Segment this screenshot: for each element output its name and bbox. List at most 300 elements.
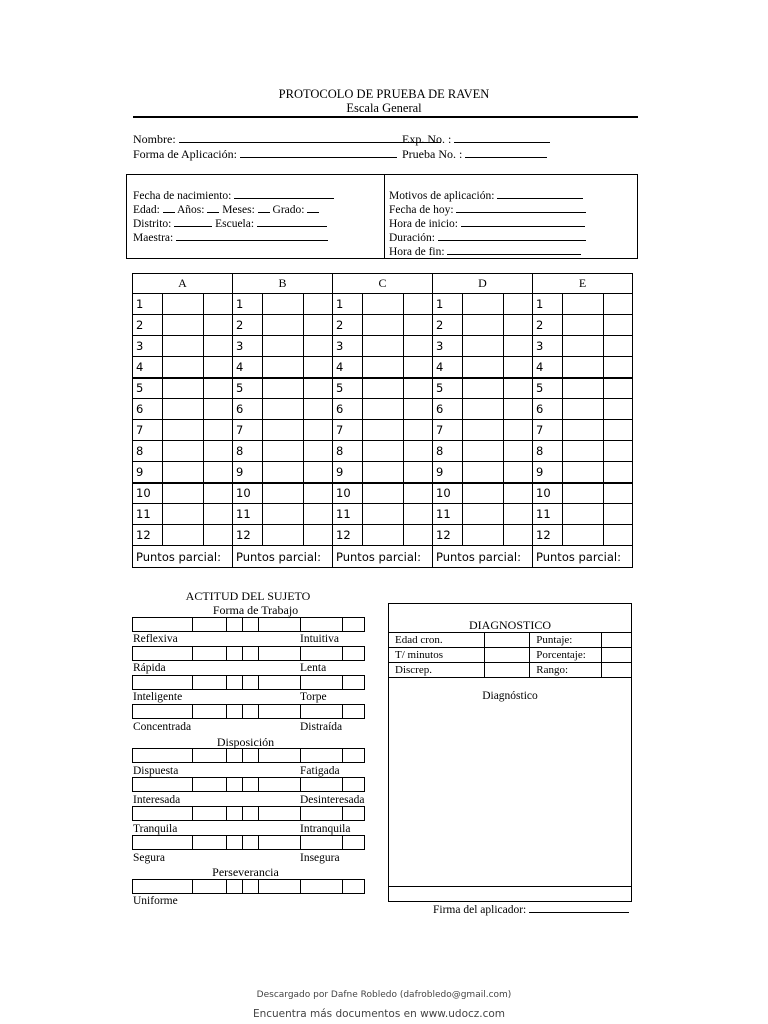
rating-cell[interactable] [227,676,243,690]
rating-cell[interactable] [133,705,193,719]
forma-aplicacion-field[interactable] [133,147,397,162]
score-cell[interactable] [504,294,533,315]
rating-cell[interactable] [133,749,193,763]
score-cell[interactable] [404,399,433,420]
grid-header-c: C [333,274,433,294]
footer-more-docs-link[interactable]: Encuentra más documentos en www.udocz.com [252,1008,506,1020]
item-number: 10 [433,483,463,504]
rating-cell[interactable] [133,647,193,661]
score-cell[interactable] [504,315,533,336]
rating-cell[interactable] [227,705,243,719]
answer-cell[interactable] [363,315,404,336]
score-cell[interactable] [304,378,333,399]
item-number: 12 [133,525,163,546]
item-number: 5 [333,378,363,399]
answer-cell[interactable] [463,420,504,441]
score-cell[interactable] [604,483,633,504]
rating-cell[interactable] [259,778,301,792]
item-number: 4 [133,357,163,378]
answer-cell[interactable] [463,441,504,462]
rating-cell[interactable] [227,618,243,632]
answer-cell[interactable] [563,336,604,357]
answer-cell[interactable] [463,357,504,378]
attitude-title: ACTITUD DEL SUJETO [185,589,311,603]
answer-cell[interactable] [563,357,604,378]
signature-field[interactable] [433,903,629,916]
porcentaje-value[interactable] [602,648,632,663]
grid-row [133,378,633,399]
rating-cell[interactable] [243,618,259,632]
page-title: PROTOCOLO DE PRUEBA DE RAVEN [278,87,490,101]
score-cell[interactable] [504,483,533,504]
answer-cell[interactable] [263,378,304,399]
answer-cell[interactable] [363,462,404,483]
attitude-right-label: Torpe [300,691,327,703]
score-cell[interactable] [304,420,333,441]
item-number: 6 [233,399,263,420]
answer-cell[interactable] [463,336,504,357]
grid-row [133,462,633,483]
rating-cell[interactable] [243,647,259,661]
item-number: 9 [533,462,563,483]
item-number: 2 [433,315,463,336]
item-number: 5 [433,378,463,399]
score-cell[interactable] [604,336,633,357]
item-number: 9 [333,462,363,483]
answer-cell[interactable] [163,420,204,441]
score-cell[interactable] [504,441,533,462]
forma-aplicacion-line [240,148,397,158]
item-number: 1 [433,294,463,315]
rating-cell[interactable] [243,880,259,894]
rating-cell[interactable] [193,705,227,719]
score-cell[interactable] [504,357,533,378]
item-number: 11 [233,504,263,525]
item-number: 6 [133,399,163,420]
answer-cell[interactable] [563,525,604,546]
answer-cell[interactable] [163,357,204,378]
answer-cell[interactable] [463,504,504,525]
attitude-right-label: Distraída [300,721,343,733]
answer-cell[interactable] [563,399,604,420]
item-number: 1 [133,294,163,315]
answer-cell[interactable] [263,483,304,504]
exp-no-field[interactable] [402,132,550,147]
score-cell[interactable] [604,315,633,336]
rango-label: Rango: [530,663,602,678]
score-cell[interactable] [404,441,433,462]
item-number: 4 [533,357,563,378]
rating-cell[interactable] [343,705,365,719]
answer-cell[interactable] [163,504,204,525]
duracion-line [438,231,586,241]
rating-cell[interactable] [259,676,301,690]
duracion-field[interactable] [389,231,586,244]
rating-cell[interactable] [259,647,301,661]
signature-line [529,903,629,913]
rating-cell[interactable] [343,807,365,821]
anos-label: Años: [176,204,205,216]
item-number: 7 [133,420,163,441]
score-cell[interactable] [404,525,433,546]
rating-cell[interactable] [193,618,227,632]
rating-cell[interactable] [301,807,343,821]
rating-cell[interactable] [301,778,343,792]
score-cell[interactable] [504,462,533,483]
puntaje-value[interactable] [602,633,632,648]
score-cell[interactable] [404,357,433,378]
rating-cell[interactable] [301,676,343,690]
answer-cell[interactable] [563,420,604,441]
attitude-right-label: Desinteresada [300,794,365,806]
score-cell[interactable] [504,420,533,441]
score-cell[interactable] [304,462,333,483]
score-cell[interactable] [304,441,333,462]
rating-scale [132,835,365,850]
escuela-line [257,217,327,227]
answer-cell[interactable] [263,357,304,378]
score-cell[interactable] [304,483,333,504]
answer-cell[interactable] [363,420,404,441]
answer-cell[interactable] [563,483,604,504]
attitude-left-label: Dispuesta [133,765,179,777]
rating-cell[interactable] [193,749,227,763]
score-cell[interactable] [404,420,433,441]
rating-cell[interactable] [133,778,193,792]
grid-row [133,336,633,357]
score-cell[interactable] [204,399,233,420]
rating-cell[interactable] [301,705,343,719]
rating-cell[interactable] [259,807,301,821]
rating-cell[interactable] [259,880,301,894]
score-cell[interactable] [504,525,533,546]
answer-cell[interactable] [463,462,504,483]
prueba-no-line [465,148,547,158]
attitude-right-label: Intranquila [300,823,351,835]
score-cell[interactable] [204,357,233,378]
score-cell[interactable] [204,336,233,357]
fecha-nacimiento-field[interactable] [133,189,334,202]
answer-cell[interactable] [463,525,504,546]
answer-cell[interactable] [163,462,204,483]
rating-cell[interactable] [301,880,343,894]
item-number: 11 [333,504,363,525]
score-cell[interactable] [504,504,533,525]
item-number: 8 [333,441,363,462]
item-number: 3 [133,336,163,357]
rating-cell[interactable] [301,749,343,763]
rating-cell[interactable] [227,749,243,763]
exp-no-label: Exp. No. : [402,132,452,146]
score-cell[interactable] [204,315,233,336]
score-cell[interactable] [304,294,333,315]
answer-cell[interactable] [163,378,204,399]
answer-cell[interactable] [563,504,604,525]
score-cell[interactable] [304,525,333,546]
hora-inicio-label: Hora de inicio: [389,218,458,230]
score-cell[interactable] [304,357,333,378]
rating-scale [132,617,365,632]
grid-row [133,504,633,525]
rating-cell[interactable] [193,880,227,894]
item-number: 10 [333,483,363,504]
answer-cell[interactable] [563,378,604,399]
score-cell[interactable] [304,315,333,336]
prueba-no-field[interactable] [402,147,547,162]
maestra-line [176,231,328,241]
item-number: 7 [533,420,563,441]
rating-cell[interactable] [193,836,227,850]
partial-score-cell[interactable]: Puntos parcial: [533,546,633,568]
rating-cell[interactable] [193,647,227,661]
rating-cell[interactable] [301,618,343,632]
score-cell[interactable] [204,420,233,441]
edad-cron-label: Edad cron. [389,633,485,648]
t-minutos-value[interactable] [484,648,530,663]
rating-scale [132,704,365,719]
item-number: 1 [333,294,363,315]
escuela-label: Escuela: [215,218,255,230]
meses-label: Meses: [222,204,255,216]
maestra-field[interactable] [133,231,328,244]
diagnostico-subtitle: Diagnóstico [482,690,538,702]
score-cell[interactable] [204,294,233,315]
score-cell[interactable] [204,483,233,504]
rating-cell[interactable] [343,778,365,792]
score-cell[interactable] [604,378,633,399]
answer-cell[interactable] [163,525,204,546]
motivos-field[interactable] [389,189,583,202]
answer-cell[interactable] [363,336,404,357]
answer-cell[interactable] [463,378,504,399]
score-cell[interactable] [604,462,633,483]
score-cell[interactable] [304,399,333,420]
score-cell[interactable] [604,420,633,441]
answer-cell[interactable] [163,315,204,336]
hora-fin-field[interactable] [389,245,581,258]
answer-cell[interactable] [163,336,204,357]
answer-grid [132,273,633,568]
answer-cell[interactable] [263,294,304,315]
footer-downloaded-by: Descargado por Dafne Robledo (dafrobledo@gmail.com) [256,990,512,1000]
score-cell[interactable] [604,441,633,462]
answer-cell[interactable] [463,483,504,504]
score-cell[interactable] [604,294,633,315]
rating-cell[interactable] [133,836,193,850]
rating-cell[interactable] [193,778,227,792]
answer-cell[interactable] [163,294,204,315]
answer-cell[interactable] [263,399,304,420]
partial-score-cell[interactable]: Puntos parcial: [433,546,533,568]
distrito-line [174,217,212,227]
forma-aplicacion-label: Forma de Aplicación: [133,147,237,161]
edad-cron-value[interactable] [484,633,530,648]
rango-value[interactable] [602,663,632,678]
rating-scale [132,777,365,792]
rating-cell[interactable] [193,676,227,690]
rating-cell[interactable] [133,880,193,894]
score-cell[interactable] [604,399,633,420]
score-cell[interactable] [204,378,233,399]
rating-cell[interactable] [259,749,301,763]
distrito-label: Distrito: [133,218,172,230]
edad-line [163,203,175,213]
score-cell[interactable] [404,315,433,336]
attitude-left-label: Uniforme [133,895,178,907]
maestra-label: Maestra: [133,232,174,244]
answer-cell[interactable] [563,441,604,462]
answer-cell[interactable] [563,462,604,483]
attitude-right-label: Insegura [300,852,340,864]
rating-cell[interactable] [243,676,259,690]
answer-cell[interactable] [563,315,604,336]
puntaje-label: Puntaje: [530,633,602,648]
answer-cell[interactable] [463,294,504,315]
answer-cell[interactable] [163,441,204,462]
score-cell[interactable] [304,504,333,525]
item-number: 12 [533,525,563,546]
answer-cell[interactable] [263,336,304,357]
answer-cell[interactable] [363,441,404,462]
grid-header-a: A [133,274,233,294]
answer-cell[interactable] [363,483,404,504]
score-cell[interactable] [504,378,533,399]
answer-cell[interactable] [463,315,504,336]
item-number: 4 [233,357,263,378]
rating-cell[interactable] [227,836,243,850]
rating-cell[interactable] [343,647,365,661]
item-number: 7 [333,420,363,441]
rating-cell[interactable] [343,880,365,894]
rating-cell[interactable] [133,618,193,632]
grid-row [133,294,633,315]
score-cell[interactable] [504,336,533,357]
rating-cell[interactable] [133,676,193,690]
rating-cell[interactable] [243,807,259,821]
rating-cell[interactable] [301,836,343,850]
edad-label: Edad: [133,204,160,216]
score-cell[interactable] [404,294,433,315]
rating-cell[interactable] [259,705,301,719]
distrito-field[interactable] [133,217,327,230]
score-cell[interactable] [404,462,433,483]
answer-cell[interactable] [163,399,204,420]
item-number: 2 [533,315,563,336]
rating-cell[interactable] [343,749,365,763]
rating-cell[interactable] [227,880,243,894]
score-cell[interactable] [204,462,233,483]
rating-cell[interactable] [259,836,301,850]
hora-inicio-field[interactable] [389,217,585,230]
item-number: 11 [533,504,563,525]
nombre-field[interactable] [133,132,441,147]
item-number: 5 [533,378,563,399]
answer-cell[interactable] [263,315,304,336]
rating-cell[interactable] [343,676,365,690]
answer-cell[interactable] [363,525,404,546]
attitude-right-label: Fatigada [300,765,340,777]
partial-score-cell[interactable]: Puntos parcial: [133,546,233,568]
score-cell[interactable] [504,399,533,420]
rating-cell[interactable] [227,807,243,821]
answer-cell[interactable] [263,462,304,483]
rating-cell[interactable] [343,618,365,632]
score-cell[interactable] [204,441,233,462]
score-cell[interactable] [404,483,433,504]
grid-row [133,420,633,441]
score-cell[interactable] [204,525,233,546]
fecha-hoy-line [456,203,586,213]
fecha-hoy-field[interactable] [389,203,586,216]
rating-cell[interactable] [243,705,259,719]
edad-field[interactable] [133,203,319,216]
rating-cell[interactable] [301,647,343,661]
item-number: 2 [133,315,163,336]
rating-cell[interactable] [259,618,301,632]
answer-cell[interactable] [363,294,404,315]
rating-cell[interactable] [227,778,243,792]
answer-cell[interactable] [163,483,204,504]
answer-cell[interactable] [263,525,304,546]
answer-cell[interactable] [363,504,404,525]
item-number: 12 [333,525,363,546]
score-cell[interactable] [304,336,333,357]
answer-cell[interactable] [263,420,304,441]
discrep-value[interactable] [484,663,530,678]
item-number: 3 [333,336,363,357]
rating-cell[interactable] [243,836,259,850]
item-number: 4 [333,357,363,378]
answer-cell[interactable] [363,357,404,378]
item-number: 12 [233,525,263,546]
rating-scale [132,879,365,894]
meses-line [258,203,270,213]
attitude-right-label: Intuitiva [300,633,339,645]
score-cell[interactable] [204,504,233,525]
partial-score-row [133,546,633,568]
answer-cell[interactable] [263,441,304,462]
diagnostic-row [389,633,632,648]
prueba-no-label: Prueba No. : [402,147,463,161]
score-cell[interactable] [604,357,633,378]
score-cell[interactable] [404,504,433,525]
item-number: 1 [533,294,563,315]
item-number: 10 [233,483,263,504]
partial-score-cell[interactable]: Puntos parcial: [233,546,333,568]
grid-row [133,483,633,504]
answer-cell[interactable] [363,378,404,399]
item-number: 3 [233,336,263,357]
rating-scale [132,806,365,821]
item-number: 5 [233,378,263,399]
score-cell[interactable] [604,525,633,546]
answer-cell[interactable] [263,504,304,525]
answer-cell[interactable] [463,399,504,420]
rating-cell[interactable] [133,807,193,821]
answer-cell[interactable] [363,399,404,420]
rating-cell[interactable] [343,836,365,850]
rating-cell[interactable] [243,749,259,763]
score-cell[interactable] [404,378,433,399]
item-number: 8 [433,441,463,462]
answer-cell[interactable] [563,294,604,315]
rating-cell[interactable] [243,778,259,792]
partial-score-cell[interactable]: Puntos parcial: [333,546,433,568]
rating-cell[interactable] [227,647,243,661]
rating-cell[interactable] [193,807,227,821]
score-cell[interactable] [404,336,433,357]
score-cell[interactable] [604,504,633,525]
